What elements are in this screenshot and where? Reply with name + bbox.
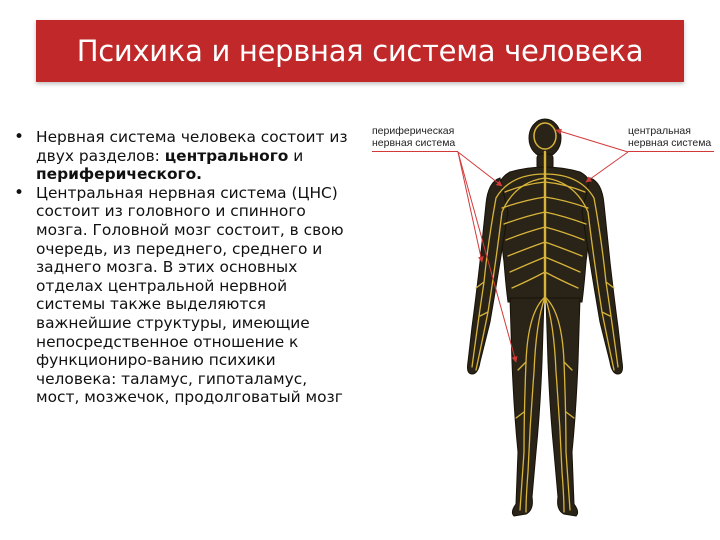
bullet-text: Нервная система человека состоит из двух разделов: <box>36 128 348 165</box>
title-banner <box>36 20 684 82</box>
bullet-list <box>12 128 348 407</box>
nervous-system-figure <box>360 112 720 532</box>
bullet-text: и <box>288 146 304 165</box>
label-line: нервная система <box>628 137 712 149</box>
label-line: периферическая <box>372 125 455 137</box>
slide-title: Психика и нервная система человека <box>76 34 644 68</box>
bullet-item <box>12 128 348 184</box>
bold-term-peripheral: периферического. <box>36 165 202 184</box>
human-body-svg <box>360 112 720 532</box>
label-line: центральная <box>628 125 691 137</box>
label-line: нервная система <box>372 137 456 149</box>
bullet-text: Центральная нервная система (ЦНС) состоит из головного и спинного мозга. Головной мозг состоит, в свою очередь, из переднего, среднего и заднего мозга. В этих основных отделах центральной нервной системы также выделяются важнейшие структуры, имеющие непосредственное отношение к функциониро-ванию психики человека: таламус, гипоталамус, мост, мозжечок, продолговатый мозг <box>36 183 344 407</box>
bold-term-central: центрального <box>164 146 289 165</box>
bullet-item <box>12 184 348 407</box>
